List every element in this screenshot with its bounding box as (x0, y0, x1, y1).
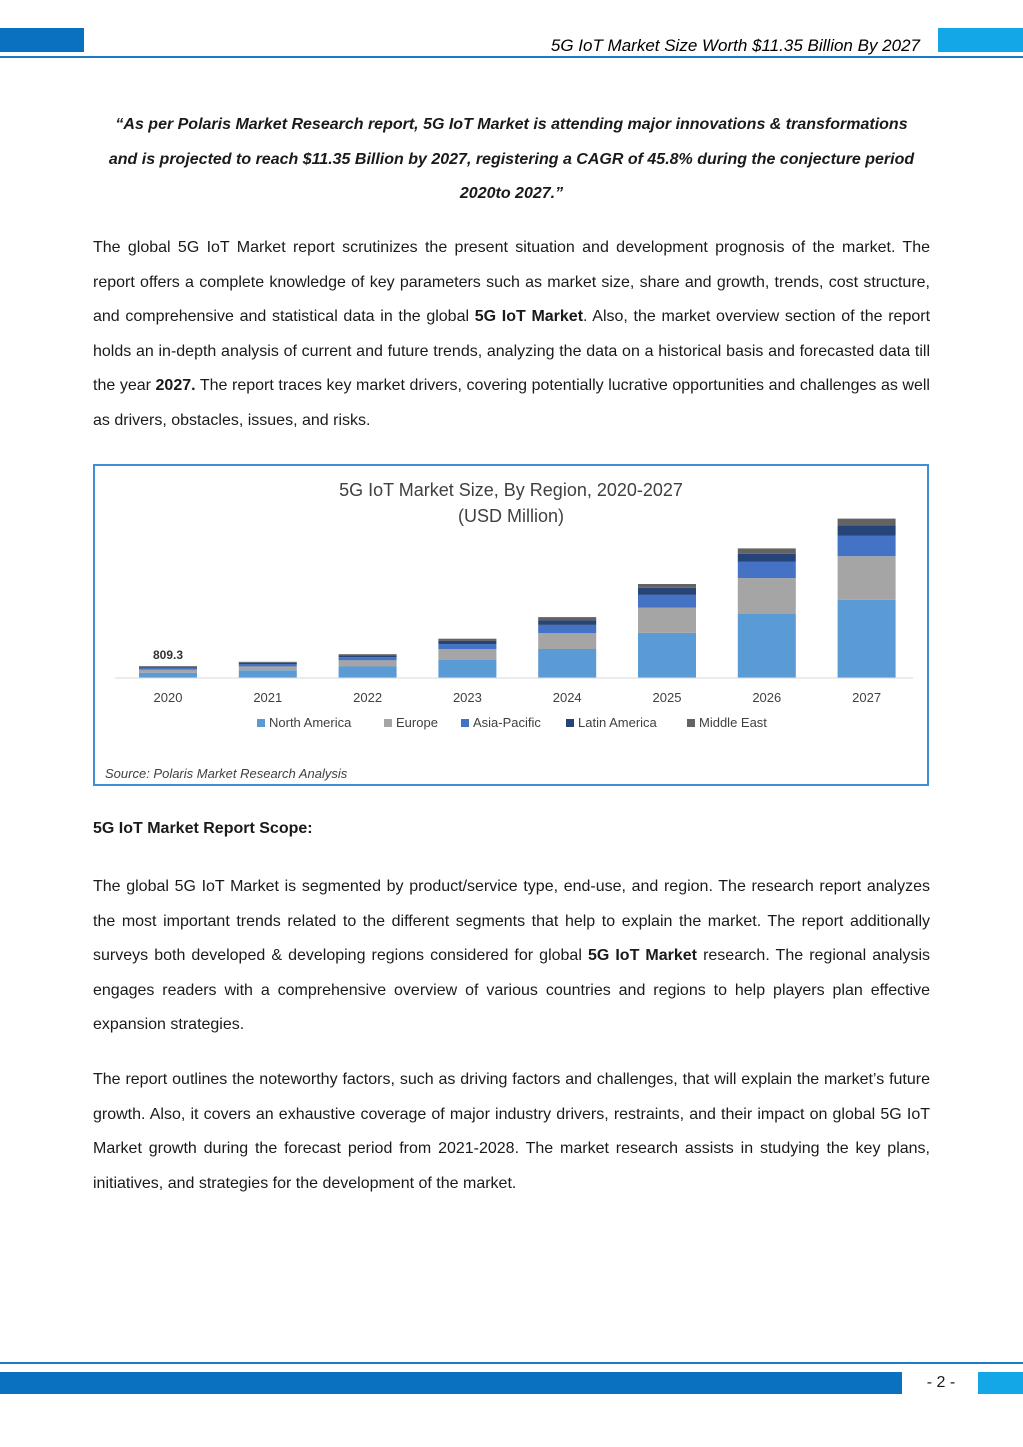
header-rule (0, 56, 1023, 58)
header-title: 5G IoT Market Size Worth $11.35 Billion By 2027 (550, 36, 920, 55)
scope-text-2: research. The regional analysis engages readers with a comprehensive overview of various countries and regions to help players plan effective expansion strategies. (93, 947, 930, 1034)
bar-asia-pacific-2025 (638, 595, 696, 608)
bar-asia-pacific-2021 (239, 664, 297, 666)
page-number: - 2 - (926, 1374, 956, 1391)
bar-north-america-2025 (638, 633, 696, 678)
chart-title: 5G IoT Market Size, By Region, 2020-2027 (339, 480, 683, 500)
legend-swatch (461, 719, 469, 727)
scope-heading: 5G IoT Market Report Scope: (93, 820, 313, 837)
bar-middle-east-2021 (239, 662, 297, 663)
pull-quote (93, 108, 930, 212)
bar-europe-2020 (139, 670, 197, 673)
bar-north-america-2022 (339, 667, 397, 679)
bar-north-america-2027 (838, 600, 896, 678)
legend-label: Europe (396, 715, 438, 730)
bar-latin-america-2020 (139, 667, 197, 668)
scope-bold-1: 5G IoT Market (587, 947, 697, 965)
bar-europe-2025 (638, 608, 696, 633)
bar-latin-america-2021 (239, 663, 297, 664)
bar-asia-pacific-2020 (139, 668, 197, 670)
bar-middle-east-2023 (438, 639, 496, 641)
footer-rule (0, 1362, 1023, 1364)
bar-middle-east-2027 (838, 519, 896, 526)
scope-text-1: The global 5G IoT Market is segmented by product/service type, end-use, and region. The research report analyzes the most important trends related to the different segments that help to explain the market. The report additionally surveys both developed & developing regions considered for global (93, 878, 930, 965)
intro-text-3: The report traces key market drivers, covering potentially lucrative opportunities and challenges as well as drivers, obstacles, issues, and risks. (93, 377, 930, 429)
x-tick-label: 2024 (552, 690, 582, 705)
bar-latin-america-2022 (339, 655, 397, 657)
bar-middle-east-2022 (339, 654, 397, 655)
intro-text-1: The global 5G IoT Market report scrutinizes the present situation and development prognosis of the market. The report offers a complete knowledge of key parameters such as market size, share and growth, trends, cost structure, and comprehensive and statistical data in the global (93, 239, 930, 326)
bar-asia-pacific-2023 (438, 644, 496, 649)
x-tick-label: 2022 (353, 690, 383, 705)
bar-europe-2021 (239, 666, 297, 670)
bar-latin-america-2026 (738, 554, 796, 562)
quote-line-2: and is projected to reach $11.35 Billion by 2027, registering a CAGR of 45.8% during the conjecture period (108, 150, 915, 168)
chart-canvas (95, 466, 927, 784)
footer-bar-left (0, 1372, 902, 1394)
legend-swatch (687, 719, 695, 727)
legend-label: Asia-Pacific (473, 715, 541, 730)
bar-latin-america-2023 (438, 641, 496, 644)
bar-north-america-2021 (239, 670, 297, 678)
bar-europe-2023 (438, 649, 496, 659)
bar-europe-2026 (738, 578, 796, 614)
intro-bold-2: 2027. (155, 377, 196, 395)
bar-middle-east-2024 (538, 617, 596, 620)
x-tick-label: 2021 (253, 690, 283, 705)
bar-latin-america-2024 (538, 620, 596, 625)
legend-swatch (257, 719, 265, 727)
x-tick-label: 2023 (452, 690, 482, 705)
market-size-chart (93, 464, 929, 786)
bar-north-america-2023 (438, 659, 496, 678)
bar-europe-2024 (538, 633, 596, 649)
bar-latin-america-2025 (638, 588, 696, 595)
bar-middle-east-2025 (638, 584, 696, 588)
legend-label: Middle East (699, 715, 767, 730)
chart-subtitle: (USD Million) (457, 506, 565, 526)
bar-north-america-2026 (738, 614, 796, 678)
data-label: 809.3 (152, 648, 184, 662)
outline-paragraph: The report outlines the noteworthy factors, such as driving factors and challenges, that will explain the market’s future growth. Also, it covers an exhaustive coverage of major industry drivers, restraints, and their impact on global 5G IoT Market growth during the forecast period from 2021-2028. The market research assists in studying the key plans, initiatives, and strategies for the development of the market. (93, 1071, 930, 1192)
intro-bold-1: 5G IoT Market (474, 308, 584, 326)
legend-label: North America (269, 715, 352, 730)
legend-swatch (566, 719, 574, 727)
quote-line-1: “As per Polaris Market Research report, 5G IoT Market is attending major innovations & transformations (115, 116, 908, 133)
bar-asia-pacific-2027 (838, 536, 896, 557)
header-bar-left (0, 28, 84, 52)
footer-bar-right (978, 1372, 1023, 1394)
quote-line-3: 2020to 2027.” (459, 185, 564, 202)
bar-asia-pacific-2022 (339, 657, 397, 660)
bar-middle-east-2020 (139, 666, 197, 667)
bar-asia-pacific-2024 (538, 625, 596, 633)
bar-europe-2027 (838, 556, 896, 600)
header-bar-right (938, 28, 1023, 52)
x-tick-label: 2027 (852, 690, 882, 705)
intro-paragraph (93, 231, 930, 439)
legend-label: Latin America (578, 715, 657, 730)
x-tick-label: 2026 (752, 690, 782, 705)
scope-paragraph (93, 870, 930, 1043)
chart-source: Source: Polaris Market Research Analysis (105, 766, 348, 781)
bar-asia-pacific-2026 (738, 562, 796, 579)
bar-north-america-2020 (139, 673, 197, 678)
x-tick-label: 2025 (652, 690, 682, 705)
x-tick-label: 2020 (153, 690, 183, 705)
bar-europe-2022 (339, 660, 397, 666)
legend-swatch (384, 719, 392, 727)
intro-text-2: . Also, the market overview section of the report holds an in-depth analysis of current and future trends, analyzing the data on a historical basis and forecasted data till the year (93, 308, 931, 395)
bar-latin-america-2027 (838, 525, 896, 535)
bar-north-america-2024 (538, 649, 596, 678)
bar-middle-east-2026 (738, 548, 796, 553)
